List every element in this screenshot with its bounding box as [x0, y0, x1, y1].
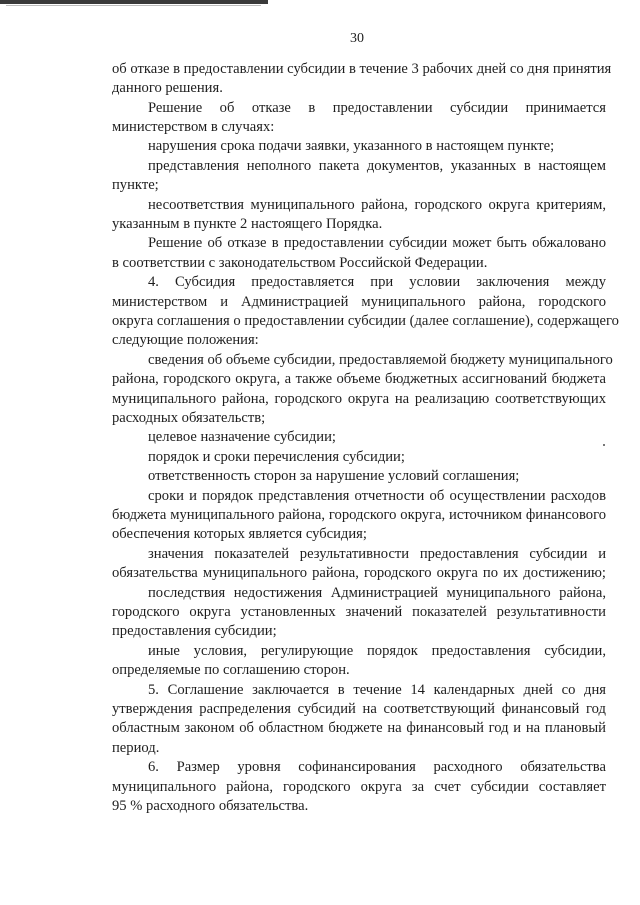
text-line: расходных обязательств; — [112, 410, 266, 426]
text-line: значения показателей результативности предоставления субсидии и — [148, 546, 606, 562]
text-line: бюджета муниципального района, городского округа, источником финансового — [112, 507, 606, 523]
text-line: 95 % расходного обязательства. — [112, 798, 309, 814]
text-line: нарушения срока подачи заявки, указанного в настоящем пункте; — [148, 138, 555, 154]
text-line: данного решения. — [112, 80, 223, 96]
text-line: городского округа установленных значений показателей результативности — [112, 604, 606, 620]
text-line: сведения об объеме субсидии, предоставляемой бюджету муниципального — [148, 352, 613, 368]
text-line: обязательства муниципального района, городского округа по их достижению; — [112, 565, 606, 581]
text-line: Решение об отказе в предоставлении субсидии может быть обжаловано — [148, 235, 606, 251]
text-line: указанным в пункте 2 настоящего Порядка. — [112, 216, 383, 232]
text-line: 4. Субсидия предоставляется при условии заключения между — [148, 274, 606, 290]
text-line: предоставления субсидии; — [112, 623, 277, 639]
text-line: обеспечения которых является субсидия; — [112, 526, 367, 542]
text-line: целевое назначение субсидии; — [148, 429, 336, 445]
text-line: 5. Соглашение заключается в течение 14 календарных дней со дня — [148, 682, 606, 698]
text-line: областным законом об областном бюджете на финансовый год и на плановый — [112, 720, 606, 736]
text-line: период. — [112, 740, 160, 756]
text-line: Решение об отказе в предоставлении субсидии принимается — [148, 100, 606, 116]
top-border-line — [0, 0, 268, 4]
text-line: муниципального района, городского округа за счет субсидии составляет — [112, 779, 606, 795]
text-line: министерством в случаях: — [112, 119, 275, 135]
text-line: последствия недостижения Администрацией муниципального района, — [148, 585, 606, 601]
text-line: района, городского округа, а также объеме бюджетных ассигнований бюджета — [112, 371, 606, 387]
text-line: в соответствии с законодательством Российской Федерации. — [112, 255, 488, 271]
text-line: об отказе в предоставлении субсидии в течение 3 рабочих дней со дня принятия — [112, 61, 612, 77]
text-line: ответственность сторон за нарушение условий соглашения; — [148, 468, 520, 484]
text-line: несоответствия муниципального района, городского округа критериям, — [148, 197, 606, 213]
text-line: порядок и сроки перечисления субсидии; — [148, 449, 405, 465]
text-line: министерством и Администрацией муниципального района, городского — [112, 294, 606, 310]
text-line: муниципального района, городского округа на реализацию соответствующих — [112, 391, 606, 407]
top-border-shadow — [6, 5, 261, 6]
text-line: утверждения распределения субсидий на соответствующий финансовый год — [112, 701, 606, 717]
text-line: округа соглашения о предоставлении субсидии (далее соглашение), содержащего — [112, 313, 619, 329]
text-line: пункте; — [112, 177, 159, 193]
text-line: следующие положения: — [112, 332, 259, 348]
text-line: представления неполного пакета документов, указанных в настоящем — [148, 158, 606, 174]
text-line: иные условия, регулирующие порядок предоставления субсидии, — [148, 643, 606, 659]
text-line: сроки и порядок представления отчетности об осуществлении расходов — [148, 488, 606, 504]
text-line: 6. Размер уровня софинансирования расходного обязательства — [148, 759, 606, 775]
page-number: 30 — [350, 31, 364, 46]
text-line: определяемые по соглашению сторон. — [112, 662, 350, 678]
